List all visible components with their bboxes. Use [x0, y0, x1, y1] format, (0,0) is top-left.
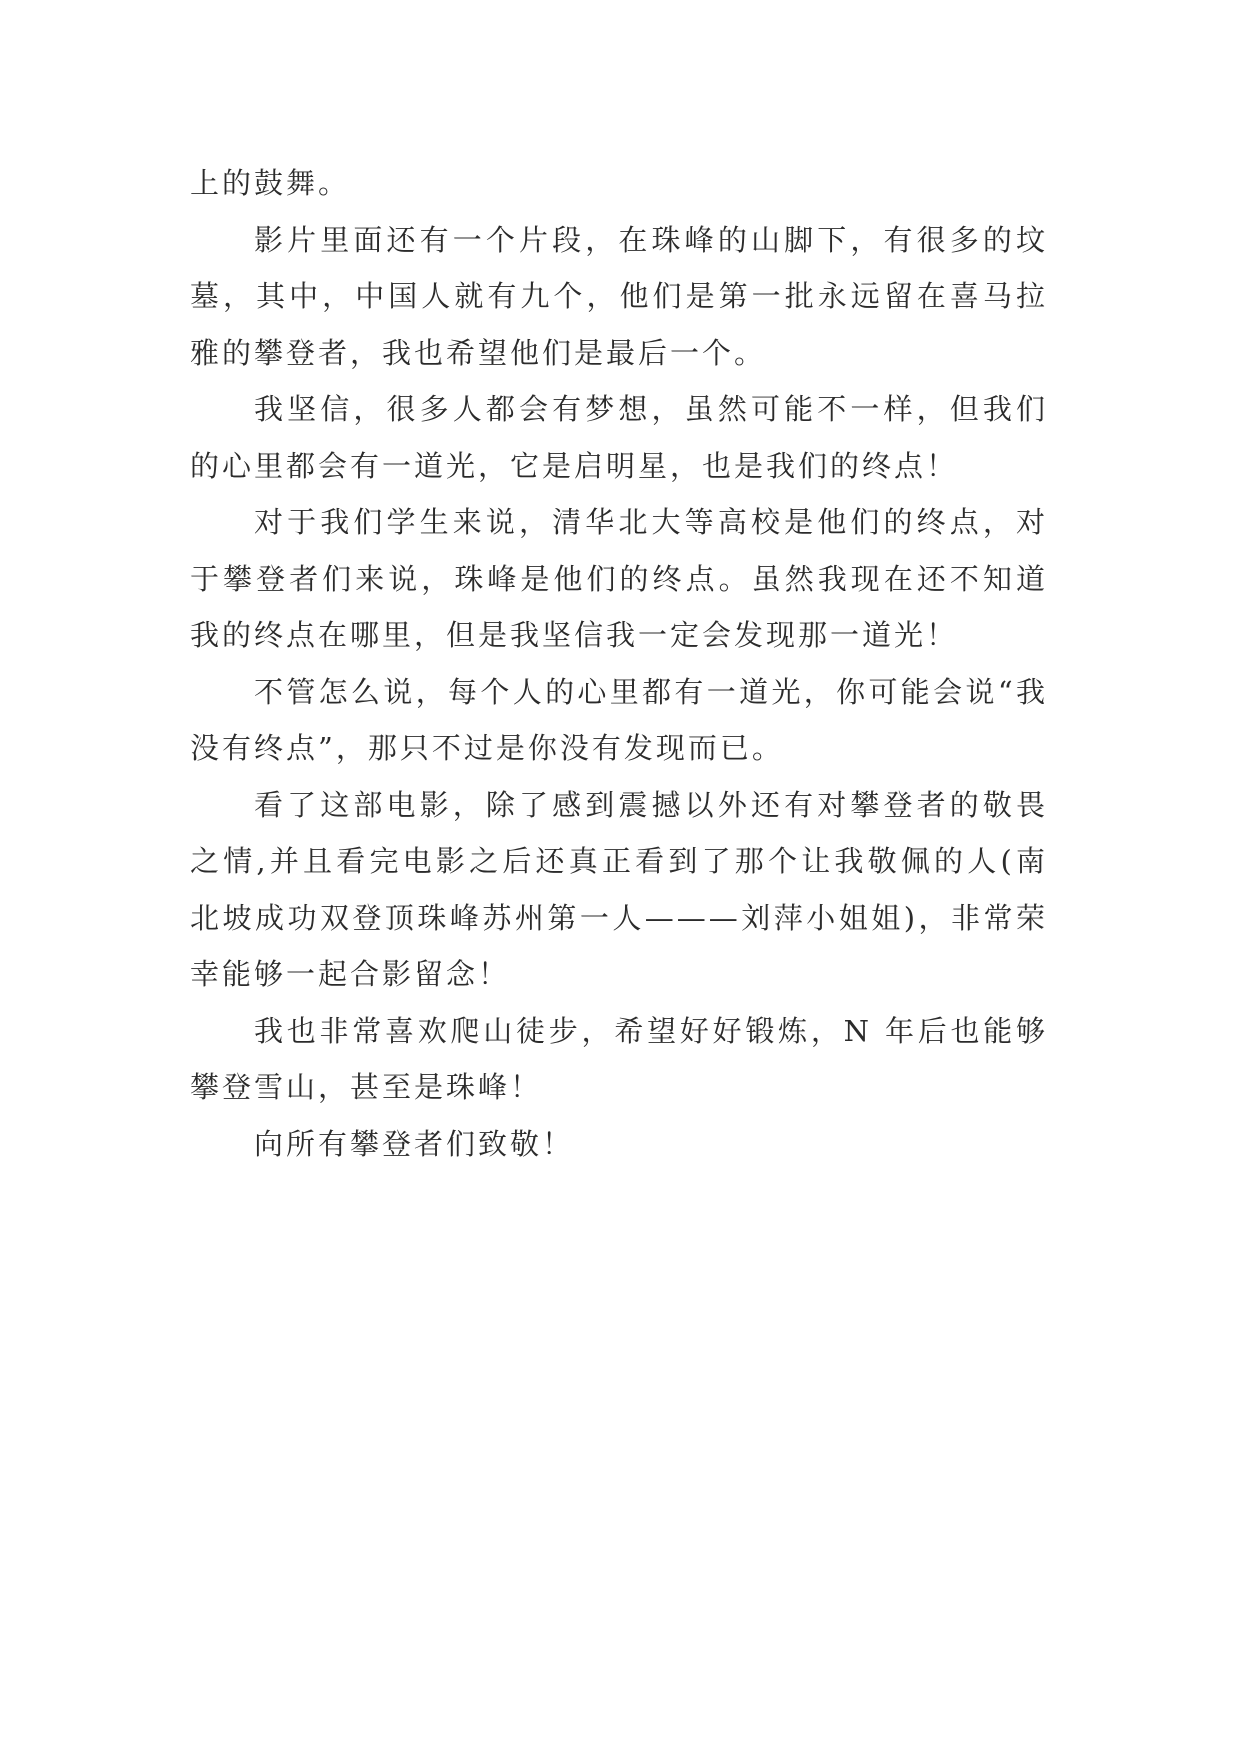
paragraph: 看了这部电影，除了感到震撼以外还有对攀登者的敬畏之情,并且看完电影之后还真正看到了那个让我敬佩的人(南北坡成功双登顶珠峰苏州第一人———刘萍小姐姐)，非常荣幸能够一起合影留念！ — [190, 787, 1048, 991]
paragraph: 对于我们学生来说，清华北大等高校是他们的终点，对于攀登者们来说，珠峰是他们的终点。虽然我现在还不知道我的终点在哪里，但是我坚信我一定会发现那一道光！ — [190, 505, 1048, 652]
paragraph: 我也非常喜欢爬山徒步，希望好好锻炼，N 年后也能够攀登雪山，甚至是珠峰！ — [190, 1013, 1048, 1104]
paragraph-continuation: 上的鼓舞。 — [190, 166, 351, 200]
paragraph: 不管怎么说，每个人的心里都有一道光，你可能会说“我没有终点”，那只不过是你没有发现而已。 — [190, 674, 1048, 765]
paragraph: 我坚信，很多人都会有梦想，虽然可能不一样，但我们的心里都会有一道光，它是启明星，也是我们的终点！ — [190, 392, 1048, 483]
paragraph: 影片里面还有一个片段，在珠峰的山脚下，有很多的坟墓，其中，中国人就有九个，他们是第一批永远留在喜马拉雅的攀登者，我也希望他们是最后一个。 — [190, 222, 1048, 370]
paragraph-closing: 向所有攀登者们致敬！ — [254, 1126, 575, 1161]
document-body — [190, 155, 1048, 1172]
